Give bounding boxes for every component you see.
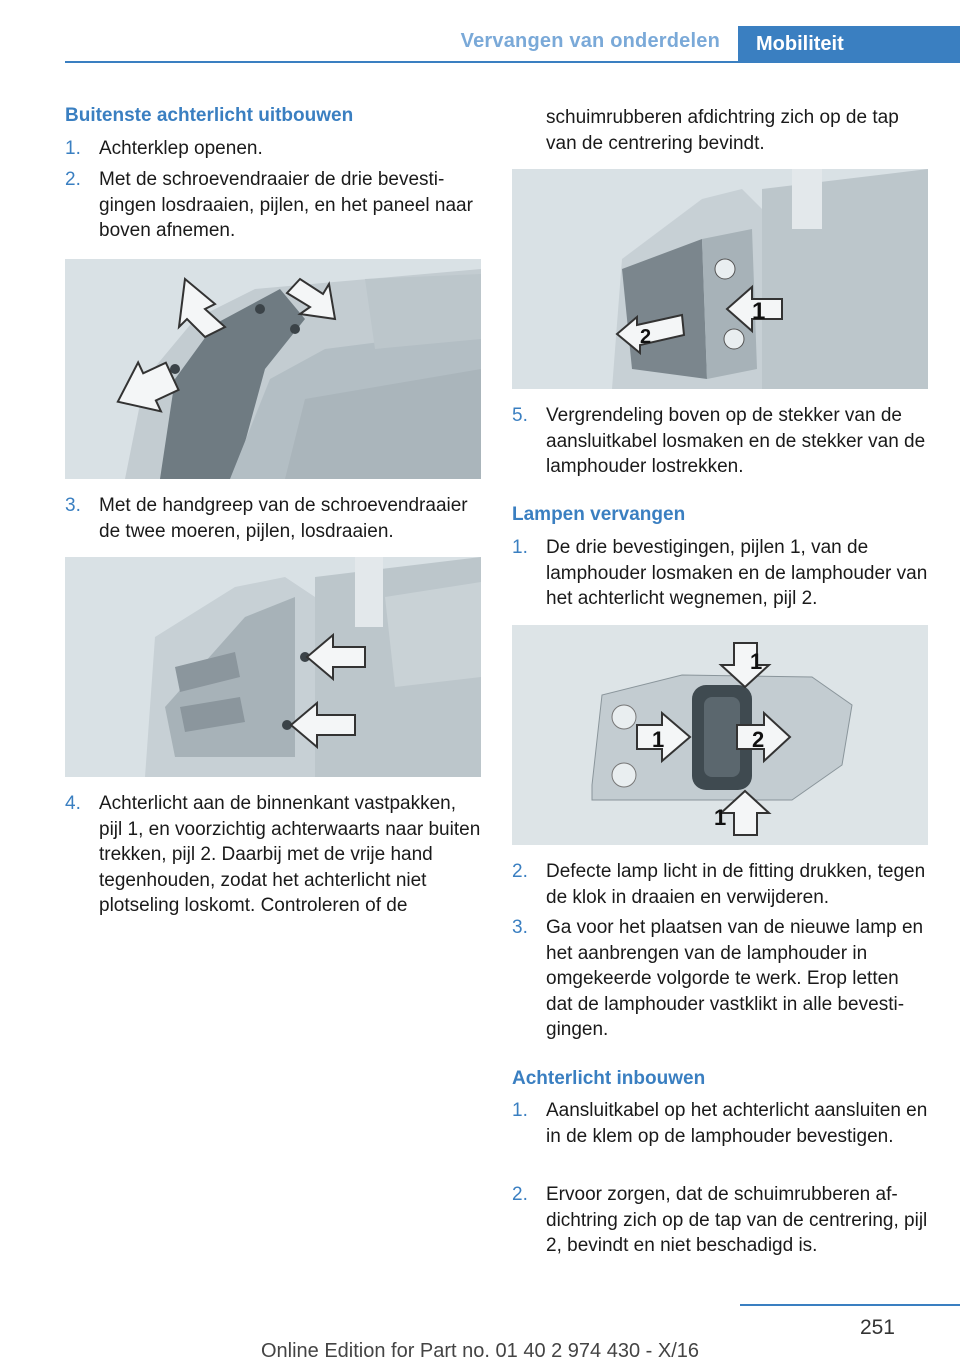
step-number: 1. — [512, 1100, 528, 1121]
figure-tail-light-removal — [512, 169, 928, 389]
page-number: 251 — [859, 1316, 895, 1339]
header-section-title: Vervangen van onderdelen — [460, 30, 720, 52]
step-number: 2. — [65, 169, 81, 190]
list-item — [65, 136, 481, 162]
step-number: 2. — [512, 861, 528, 882]
list-item — [512, 915, 928, 1045]
list-item — [65, 791, 481, 921]
step-text: Met de schroevendraaier de drie bevestigingen losdraaien, pijlen, en het paneel naar boven afnemen. — [99, 169, 473, 241]
step-text: Met de handgreep van de schroevendraaier de twee moeren, pijlen, losdraaien. — [99, 495, 468, 542]
list-item — [65, 493, 481, 545]
step-text: Ervoor zorgen, dat de schuimrubberen afdichtring zich op de tap van de centrering, pijl 2, bevindt en niet beschadigd is. — [546, 1184, 928, 1256]
step-number: 1. — [512, 537, 528, 558]
tail-light-removal-illustration — [512, 169, 928, 389]
step-text: Achterklep openen. — [99, 138, 263, 159]
step-number: 3. — [512, 917, 528, 938]
step-text: Achterlicht aan de binnenkant vastpakken, pijl 1, en voorzichtig achterwaarts naar buiten trekken, pijl 2. Daarbij met de vrije hand tegenhouden, zodat het achterlicht niet plotseling loskomt. Controleren of de — [99, 793, 481, 916]
footer-rule — [740, 1304, 960, 1306]
step-number: 3. — [65, 495, 81, 516]
list-item — [512, 859, 928, 911]
section-heading-install-light: Achterlicht inbouwen — [512, 1068, 706, 1089]
tail-light-nuts-illustration — [65, 557, 481, 777]
step-text: Defecte lamp licht in de fitting drukken, tegen de klok in draaien en verwijderen. — [546, 861, 926, 908]
header-tab-mobiliteit[interactable]: Mobiliteit — [738, 26, 960, 62]
list-item — [512, 403, 928, 483]
figure-trunk-panel — [65, 259, 481, 479]
step-number: 5. — [512, 405, 528, 426]
arrow-label: 1 — [752, 298, 766, 325]
list-item — [512, 535, 928, 615]
list-item — [512, 1098, 928, 1178]
list-item — [65, 167, 481, 247]
continued-text: schuimrubberen afdichtring zich op de tap van de centrering bevindt. — [546, 107, 899, 154]
header-rule — [65, 61, 960, 63]
arrow-label: 1 — [652, 727, 665, 752]
arrow-label: 1 — [750, 649, 763, 674]
section-heading-replace-lamps: Lampen vervangen — [512, 504, 686, 525]
list-item — [512, 1182, 928, 1262]
arrow-label: 2 — [752, 727, 765, 752]
footer-edition: Online Edition for Part no. 01 40 2 974 430 - X/16 — [260, 1340, 700, 1362]
step-number: 1. — [65, 138, 81, 159]
section-heading-remove-light: Buitenste achterlicht uitbouwen — [65, 105, 354, 126]
step-text: Aansluitkabel op het achterlicht aansluiten en in de klem op de lamphouder bevestigen. — [546, 1100, 928, 1147]
step-text: Vergrendeling boven op de stekker van de aansluitkabel losmaken en de stekker van de lamphouder lostrekken. — [546, 405, 926, 477]
figure-lamp-holder — [512, 625, 928, 845]
step-number: 4. — [65, 793, 81, 814]
arrow-label: 1 — [714, 805, 727, 830]
trunk-panel-illustration — [65, 259, 481, 479]
lamp-holder-illustration — [512, 625, 928, 845]
step-text: Ga voor het plaatsen van de nieuwe lamp en het aanbrengen van de lamphouder in omgekeerde volgorde te werk. Erop letten dat de lamphouder vastklikt in alle bevestigingen. — [546, 917, 924, 1040]
figure-tail-light-nuts — [65, 557, 481, 777]
arrow-label: 2 — [640, 326, 652, 348]
step-text: De drie bevestigingen, pijlen 1, van de lamphouder losmaken en de lamphouder van het achterlicht wegnemen, pijl 2. — [546, 537, 928, 609]
step-number: 2. — [512, 1184, 528, 1205]
